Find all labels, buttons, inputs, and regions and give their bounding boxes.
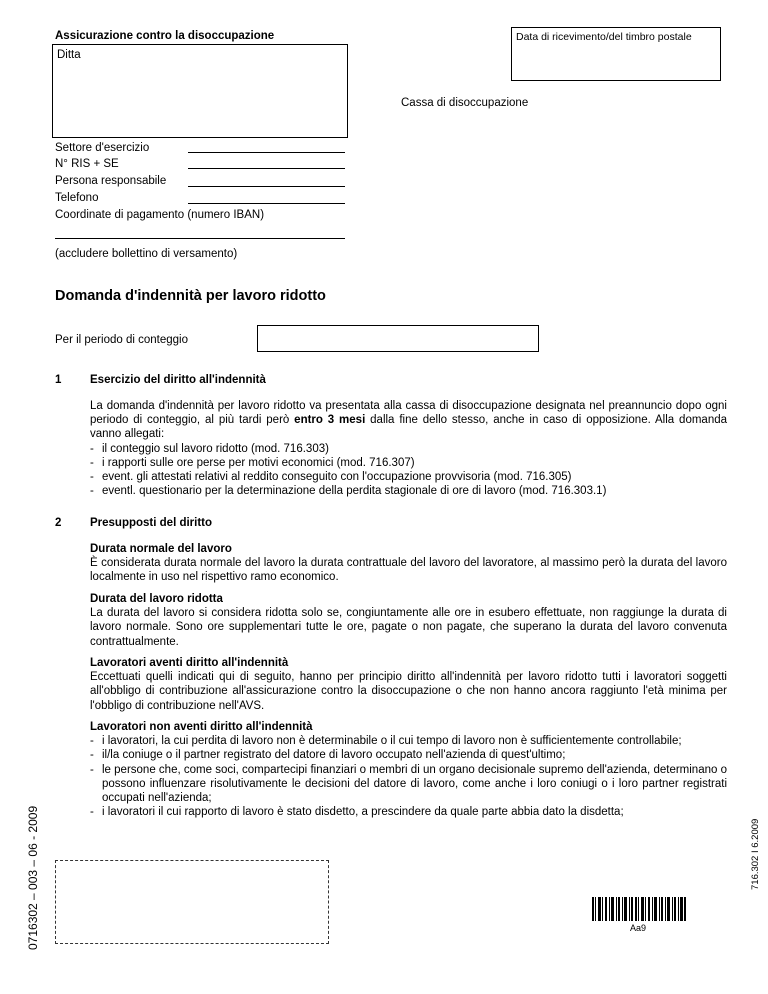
fund-label: Cassa di disoccupazione: [401, 97, 529, 109]
side-code-left: 0716302 – 003 – 06 - 2009: [26, 805, 40, 950]
entitled-text: Eccettuati quelli indicati qui di seguito, hanno per principio diritto all'indennità per lavoro ridotto tutti i lavoratori soggetti all'obbligo di contribuzione all'assicurazione contro la disoccupazione o che non hanno ancora raggiunto l'età minima per l'obbligo di contribuzione nell'AVS.: [90, 671, 727, 712]
section-1-number: 1: [55, 374, 62, 386]
list-item: - i rapporti sulle ore perse per motivi economici (mod. 716.307): [90, 456, 727, 470]
reduced-duration-text: La durata del lavoro si considera ridotta solo se, congiuntamente alle ore in esubero effettuate, non raggiunge la durata di lavoro normale. Sono ore supplementari tutte le ore, pagate o non pagate, che superano la durata del lavoro convenuta contrattualmente.: [90, 607, 727, 648]
section-2-title: Presupposti del diritto: [90, 517, 213, 529]
period-field[interactable]: [257, 325, 539, 352]
normal-duration-heading: Durata normale del lavoro: [90, 543, 232, 555]
receipt-date-label: Data di ricevimento/del timbro postale: [516, 31, 692, 43]
responsible-field[interactable]: [188, 185, 345, 187]
phone-field[interactable]: [188, 202, 345, 204]
reduced-duration-heading: Durata del lavoro ridotta: [90, 593, 223, 605]
side-code-right: 716.302 I 6.2009: [750, 818, 761, 890]
non-entitled-heading: Lavoratori non aventi diritto all'indennità: [90, 721, 313, 733]
barcode-icon: [592, 897, 686, 921]
list-item: - event. gli attestati relativi al reddito conseguito con l'occupazione provvisoria (mod. 716.305): [90, 470, 727, 484]
sector-label: Settore d'esercizio: [55, 142, 150, 154]
normal-duration-block: [90, 542, 727, 585]
receipt-date-box[interactable]: [511, 27, 721, 81]
section-2-number: 2: [55, 517, 62, 529]
page-title: Domanda d'indennità per lavoro ridotto: [55, 288, 326, 304]
list-item: - il conteggio sul lavoro ridotto (mod. 716.303): [90, 442, 727, 456]
ris-field[interactable]: [188, 167, 345, 169]
list-item: - eventl. questionario per la determinazione della perdita stagionale di ore di lavoro (mod. 716.303.1): [90, 484, 727, 498]
attachments-list: [90, 442, 727, 499]
enclose-note: (accludere bollettino di versamento): [55, 248, 238, 260]
iban-field[interactable]: [55, 237, 345, 239]
barcode-text: Aa9: [630, 923, 647, 933]
list-item: - il/la coniuge o il partner registrato del datore di lavoro occupato nell'azienda di quest'ultimo;: [90, 748, 727, 762]
company-box[interactable]: [52, 44, 348, 138]
section-1-title: Esercizio del diritto all'indennità: [90, 374, 266, 386]
section-1-paragraph: La domanda d'indennità per lavoro ridotto va presentata alla cassa di disoccupazione designata nel preannuncio dopo ogni periodo di conteggio, al più tardi però entro 3 mesi dalla fine dello stesso, anche in caso di opposizione. Alla domanda vanno allegati:: [90, 400, 728, 441]
section-1-body: [90, 399, 727, 498]
list-item: - i lavoratori il cui rapporto di lavoro è stato disdetto, a prescindere da quale parte abbia dato la disdetta;: [90, 805, 727, 819]
period-label: Per il periodo di conteggio: [55, 334, 188, 346]
list-item: - i lavoratori, la cui perdita di lavoro non è determinabile o il cui tempo di lavoro non è sufficientemente controllabile;: [90, 734, 727, 748]
entitled-block: [90, 656, 727, 713]
reduced-duration-block: [90, 592, 727, 649]
sector-field[interactable]: [188, 151, 345, 153]
responsible-label: Persona responsabile: [55, 175, 167, 187]
stamp-area[interactable]: [55, 860, 329, 944]
entitled-heading: Lavoratori aventi diritto all'indennità: [90, 657, 289, 669]
list-item: - le persone che, come soci, compartecipi finanziari o membri di un organo decisionale supremo dell'azienda, determinano o possono influenzare risolutivamente le decisioni del datore di lavoro, come anche i loro coniugi o i loro partner registrati occupati nell'azienda;: [90, 763, 727, 806]
non-entitled-list: [90, 734, 727, 819]
ris-label: N° RIS + SE: [55, 158, 119, 170]
company-label: Ditta: [57, 49, 81, 61]
normal-duration-text: È considerata durata normale del lavoro la durata contrattuale del lavoro del lavoratore, al massimo però la durata del lavoro localmente in uso nel rispettivo ramo economico.: [90, 557, 727, 584]
insurance-title: Assicurazione contro la disoccupazione: [55, 30, 275, 42]
phone-label: Telefono: [55, 192, 99, 204]
payment-label: Coordinate di pagamento (numero IBAN): [55, 209, 265, 221]
non-entitled-block: [90, 720, 727, 819]
